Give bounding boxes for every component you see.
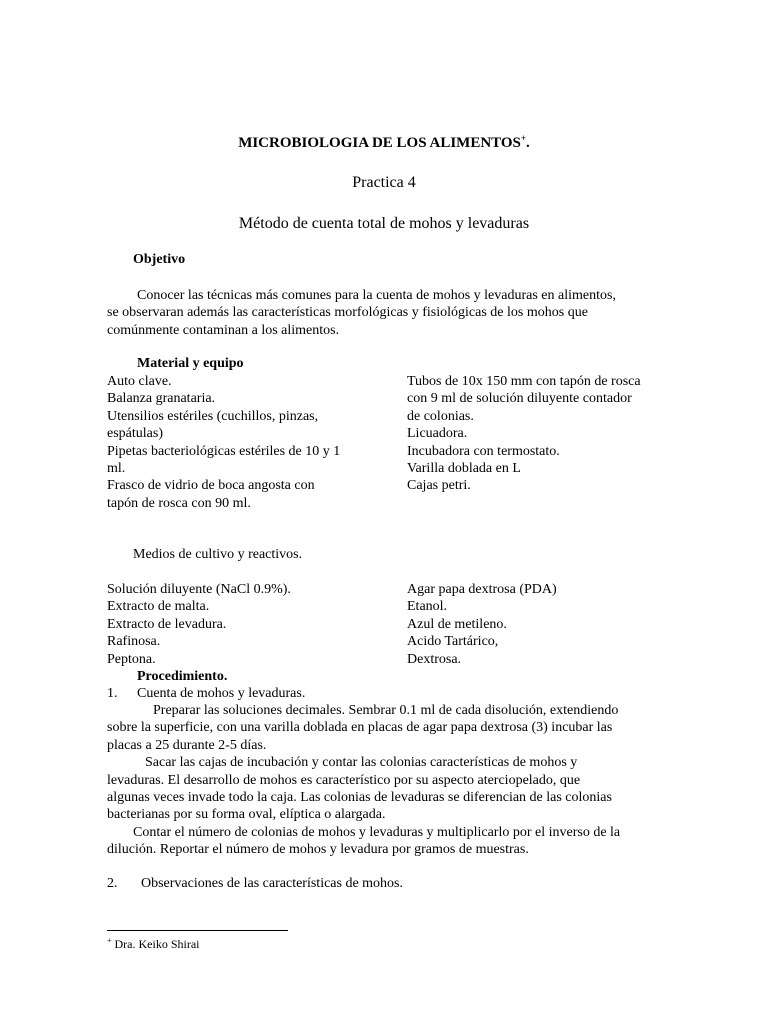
list-item: Extracto de malta.: [107, 599, 210, 615]
procedure-line: levaduras. El desarrollo de mohos es característico por su aspecto aterciopelado, que: [107, 772, 581, 788]
procedure-line: algunas veces invade todo la caja. Las colonias de levaduras se diferencian de las colonias: [107, 790, 612, 806]
materials-heading: Material y equipo: [137, 356, 244, 371]
document-title: MICROBIOLOGIA DE LOS ALIMENTOS+.: [238, 133, 530, 151]
list-item: Frasco de vidrio de boca angosta con: [107, 478, 315, 494]
list-item: Auto clave.: [107, 374, 172, 389]
materials-left-list: [107, 373, 340, 512]
materials-right-list: [407, 373, 641, 495]
item-text: Cuenta de mohos y levaduras.: [137, 686, 306, 701]
list-item: Incubadora con termostato.: [407, 443, 560, 459]
procedure-paragraph: [107, 702, 620, 859]
footnote-mark: +: [107, 936, 112, 945]
media-left-list: [107, 581, 291, 668]
item-number: 2.: [107, 876, 118, 891]
media-heading: Medios de cultivo y reactivos.: [133, 547, 303, 562]
list-item: Rafinosa.: [107, 634, 161, 650]
procedure-line: Preparar las soluciones decimales. Sembrar 0.1 ml de cada disolución, extendiendo: [153, 703, 619, 718]
list-item: Licuadora.: [407, 426, 468, 442]
list-item: ml.: [107, 461, 126, 477]
procedure-line: Contar el número de colonias de mohos y levaduras y multiplicarlo por el inverso de la: [133, 824, 621, 840]
list-item: Varilla doblada en L: [407, 461, 521, 477]
procedure-heading: Procedimiento.: [137, 669, 228, 684]
list-item: Extracto de levadura.: [107, 616, 227, 632]
list-item: espátulas): [107, 426, 163, 442]
list-item: Cajas petri.: [407, 478, 471, 494]
list-item: Etanol.: [407, 599, 448, 615]
list-item: Acido Tartárico,: [407, 634, 499, 650]
objective-heading: Objetivo: [133, 252, 186, 267]
procedure-line: bacterianas por su forma oval, elíptica o alargada.: [107, 807, 386, 823]
method-title: Método de cuenta total de mohos y levaduras: [238, 215, 530, 232]
procedure-line: placas a 25 durante 2-5 días.: [107, 737, 267, 753]
list-item: de colonias.: [407, 408, 474, 424]
footnote: [107, 937, 200, 952]
list-item: con 9 ml de solución diluyente contador: [407, 391, 632, 407]
practice-number: Practica 4: [352, 174, 416, 191]
procedure-line: Sacar las cajas de incubación y contar las colonias características de mohos y: [145, 755, 578, 771]
procedure-line: dilución. Reportar el número de mohos y levadura por gramos de muestras.: [107, 842, 529, 858]
item-number: 1.: [107, 686, 118, 701]
list-item: Peptona.: [107, 651, 156, 667]
list-item: Azul de metileno.: [407, 616, 507, 632]
list-item: Dextrosa.: [407, 651, 462, 667]
objective-line: comúnmente contaminan a los alimentos.: [107, 322, 340, 338]
list-item: Balanza granataria.: [107, 391, 216, 407]
media-right-list: [407, 581, 557, 668]
item-text: Observaciones de las características de mohos.: [141, 876, 404, 891]
list-item: Pipetas bacteriológicas estériles de 10 y 1: [107, 443, 341, 459]
list-item: Agar papa dextrosa (PDA): [407, 582, 557, 597]
footnote-divider: [107, 930, 288, 931]
objective-paragraph: [107, 287, 616, 339]
procedure-item-1: [107, 685, 305, 702]
objective-line: Conocer las técnicas más comunes para la cuenta de mohos y levaduras en alimentos,: [137, 288, 616, 303]
list-item: Solución diluyente (NaCl 0.9%).: [107, 582, 291, 597]
list-item: Utensilios estériles (cuchillos, pinzas,: [107, 408, 319, 424]
procedure-line: sobre la superficie, con una varilla doblada en placas de agar papa dextrosa (3) incubar las: [107, 720, 613, 736]
objective-line: se observaran además las características morfológicas y fisiológicas de los mohos que: [107, 305, 588, 321]
footnote-text: Dra. Keiko Shirai: [114, 937, 200, 951]
list-item: Tubos de 10x 150 mm con tapón de rosca: [407, 374, 641, 389]
list-item: tapón de rosca con 90 ml.: [107, 495, 251, 511]
procedure-item-2: [107, 875, 403, 892]
